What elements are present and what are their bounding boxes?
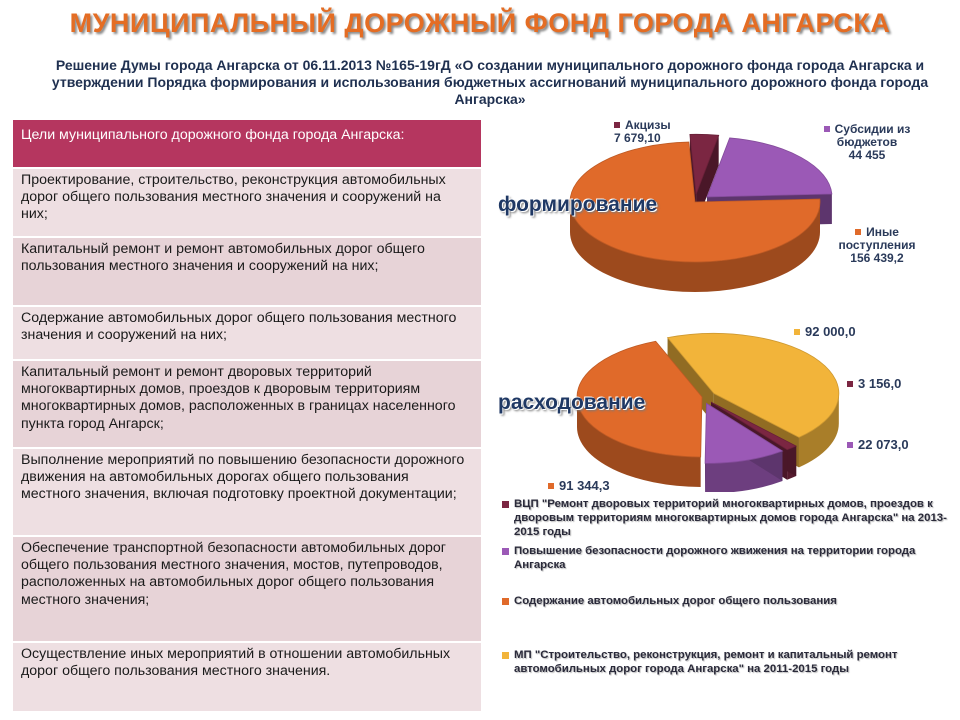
label-vcp: [847, 377, 901, 390]
legend-text-vcp: ВЦП "Ремонт дворовых территорий многоквартирных домов, проездов к дворовым территориям многоквартирных домов города Ангарска" на 2013-2015 годы: [514, 498, 947, 538]
legend-text-bezop: Повышение безопасности дорожного жвижения на территории города Ангарска: [514, 545, 916, 571]
legend-text-mp: МП "Строительство, реконструкция, ремонт и капитальный ремонт автомобильных дорог города Ангарска" на 2011-2015 годы: [514, 649, 898, 675]
label-inye-name: Иные поступления: [838, 225, 916, 252]
legend-item-soderzh: [502, 594, 952, 608]
page-subtitle: Решение Думы города Ангарска от 06.11.2013 №165-19гД «О создании муниципального дорожного фонда города Ангарска и утверждении Порядка формирования и использования бюджетных ассигнований муниципального дорожного фонда города Ангарска»: [51, 57, 929, 107]
label-inye: [827, 226, 927, 265]
goals-table: [13, 120, 481, 711]
goal-item: Капитальный ремонт и ремонт дворовых территорий многоквартирных домов, проездов к дворовым территориям многоквартирных домов, расположенных в границах населенного пункта город Ангарск;: [13, 359, 481, 447]
goals-header: Цели муниципального дорожного фонда города Ангарска:: [13, 120, 481, 167]
legend-swatch-mp: [502, 652, 509, 659]
legend-item-bezop: [502, 544, 952, 572]
goal-item: Обеспечение транспортной безопасности автомобильных дорог общего пользования местного значения, мостов, путепроводов, расположенных на автомобильных дорог общего пользования местного значения;: [13, 535, 481, 641]
page-title: МУНИЦИПАЛЬНЫЙ ДОРОЖНЫЙ ФОНД ГОРОДА АНГАРСКА: [69, 8, 891, 38]
label-subsidii: [812, 123, 922, 162]
swatch-vcp: [847, 381, 853, 387]
label-vcp-value: 3 156,0: [858, 376, 902, 391]
legend-swatch-vcp: [502, 501, 509, 508]
swatch-bezop: [847, 442, 853, 448]
label-formirovanie: формирование: [498, 193, 658, 216]
pie-charts: [490, 112, 960, 492]
label-akcizy-name: Акцизы: [625, 118, 671, 132]
label-subsidii-name: Субсидии из бюджетов: [834, 122, 911, 149]
label-bezop: [847, 438, 909, 451]
label-subsidii-value: 44 455: [848, 148, 886, 162]
goal-item: Капитальный ремонт и ремонт автомобильных дорог общего пользования местного значения и сооружений на них;: [13, 236, 481, 305]
label-rashodovanie: расходование: [498, 391, 646, 414]
legend-swatch-soderzh: [502, 598, 509, 605]
swatch-mp: [794, 329, 800, 335]
label-mp-value: 92 000,0: [805, 324, 856, 339]
goal-item: Осуществление иных мероприятий в отношении автомобильных дорог общего пользования местного значения.: [13, 641, 481, 711]
legend-item-mp: [502, 648, 952, 676]
swatch-subsidii: [824, 126, 830, 132]
legend-text-soderzh: Содержание автомобильных дорог общего пользования: [514, 595, 837, 607]
goal-item: Проектирование, строительство, реконструкция автомобильных дорог общего пользования местного значения и сооружений на них;: [13, 167, 481, 236]
label-soderzh-value: 91 344,3: [559, 478, 610, 493]
swatch-inye: [855, 229, 861, 235]
spending-legend: [502, 497, 952, 676]
label-soderzh: [548, 479, 610, 492]
charts-area: [490, 112, 960, 720]
swatch-akcizy: [614, 122, 620, 128]
legend-swatch-bezop: [502, 548, 509, 555]
label-akcizy: [614, 119, 694, 145]
legend-item-vcp: [502, 497, 952, 539]
label-inye-value: 156 439,2: [850, 251, 904, 265]
goal-item: Содержание автомобильных дорог общего пользования местного значения и сооружений на них;: [13, 305, 481, 359]
swatch-soderzh: [548, 483, 554, 489]
goal-item: Выполнение мероприятий по повышению безопасности дорожного движения на автомобильных дорогах общего пользования местного значения, включая подготовку проектной документации;: [13, 447, 481, 535]
label-akcizy-value: 7 679,10: [614, 131, 661, 145]
label-bezop-value: 22 073,0: [858, 437, 909, 452]
label-mp: [794, 325, 856, 338]
